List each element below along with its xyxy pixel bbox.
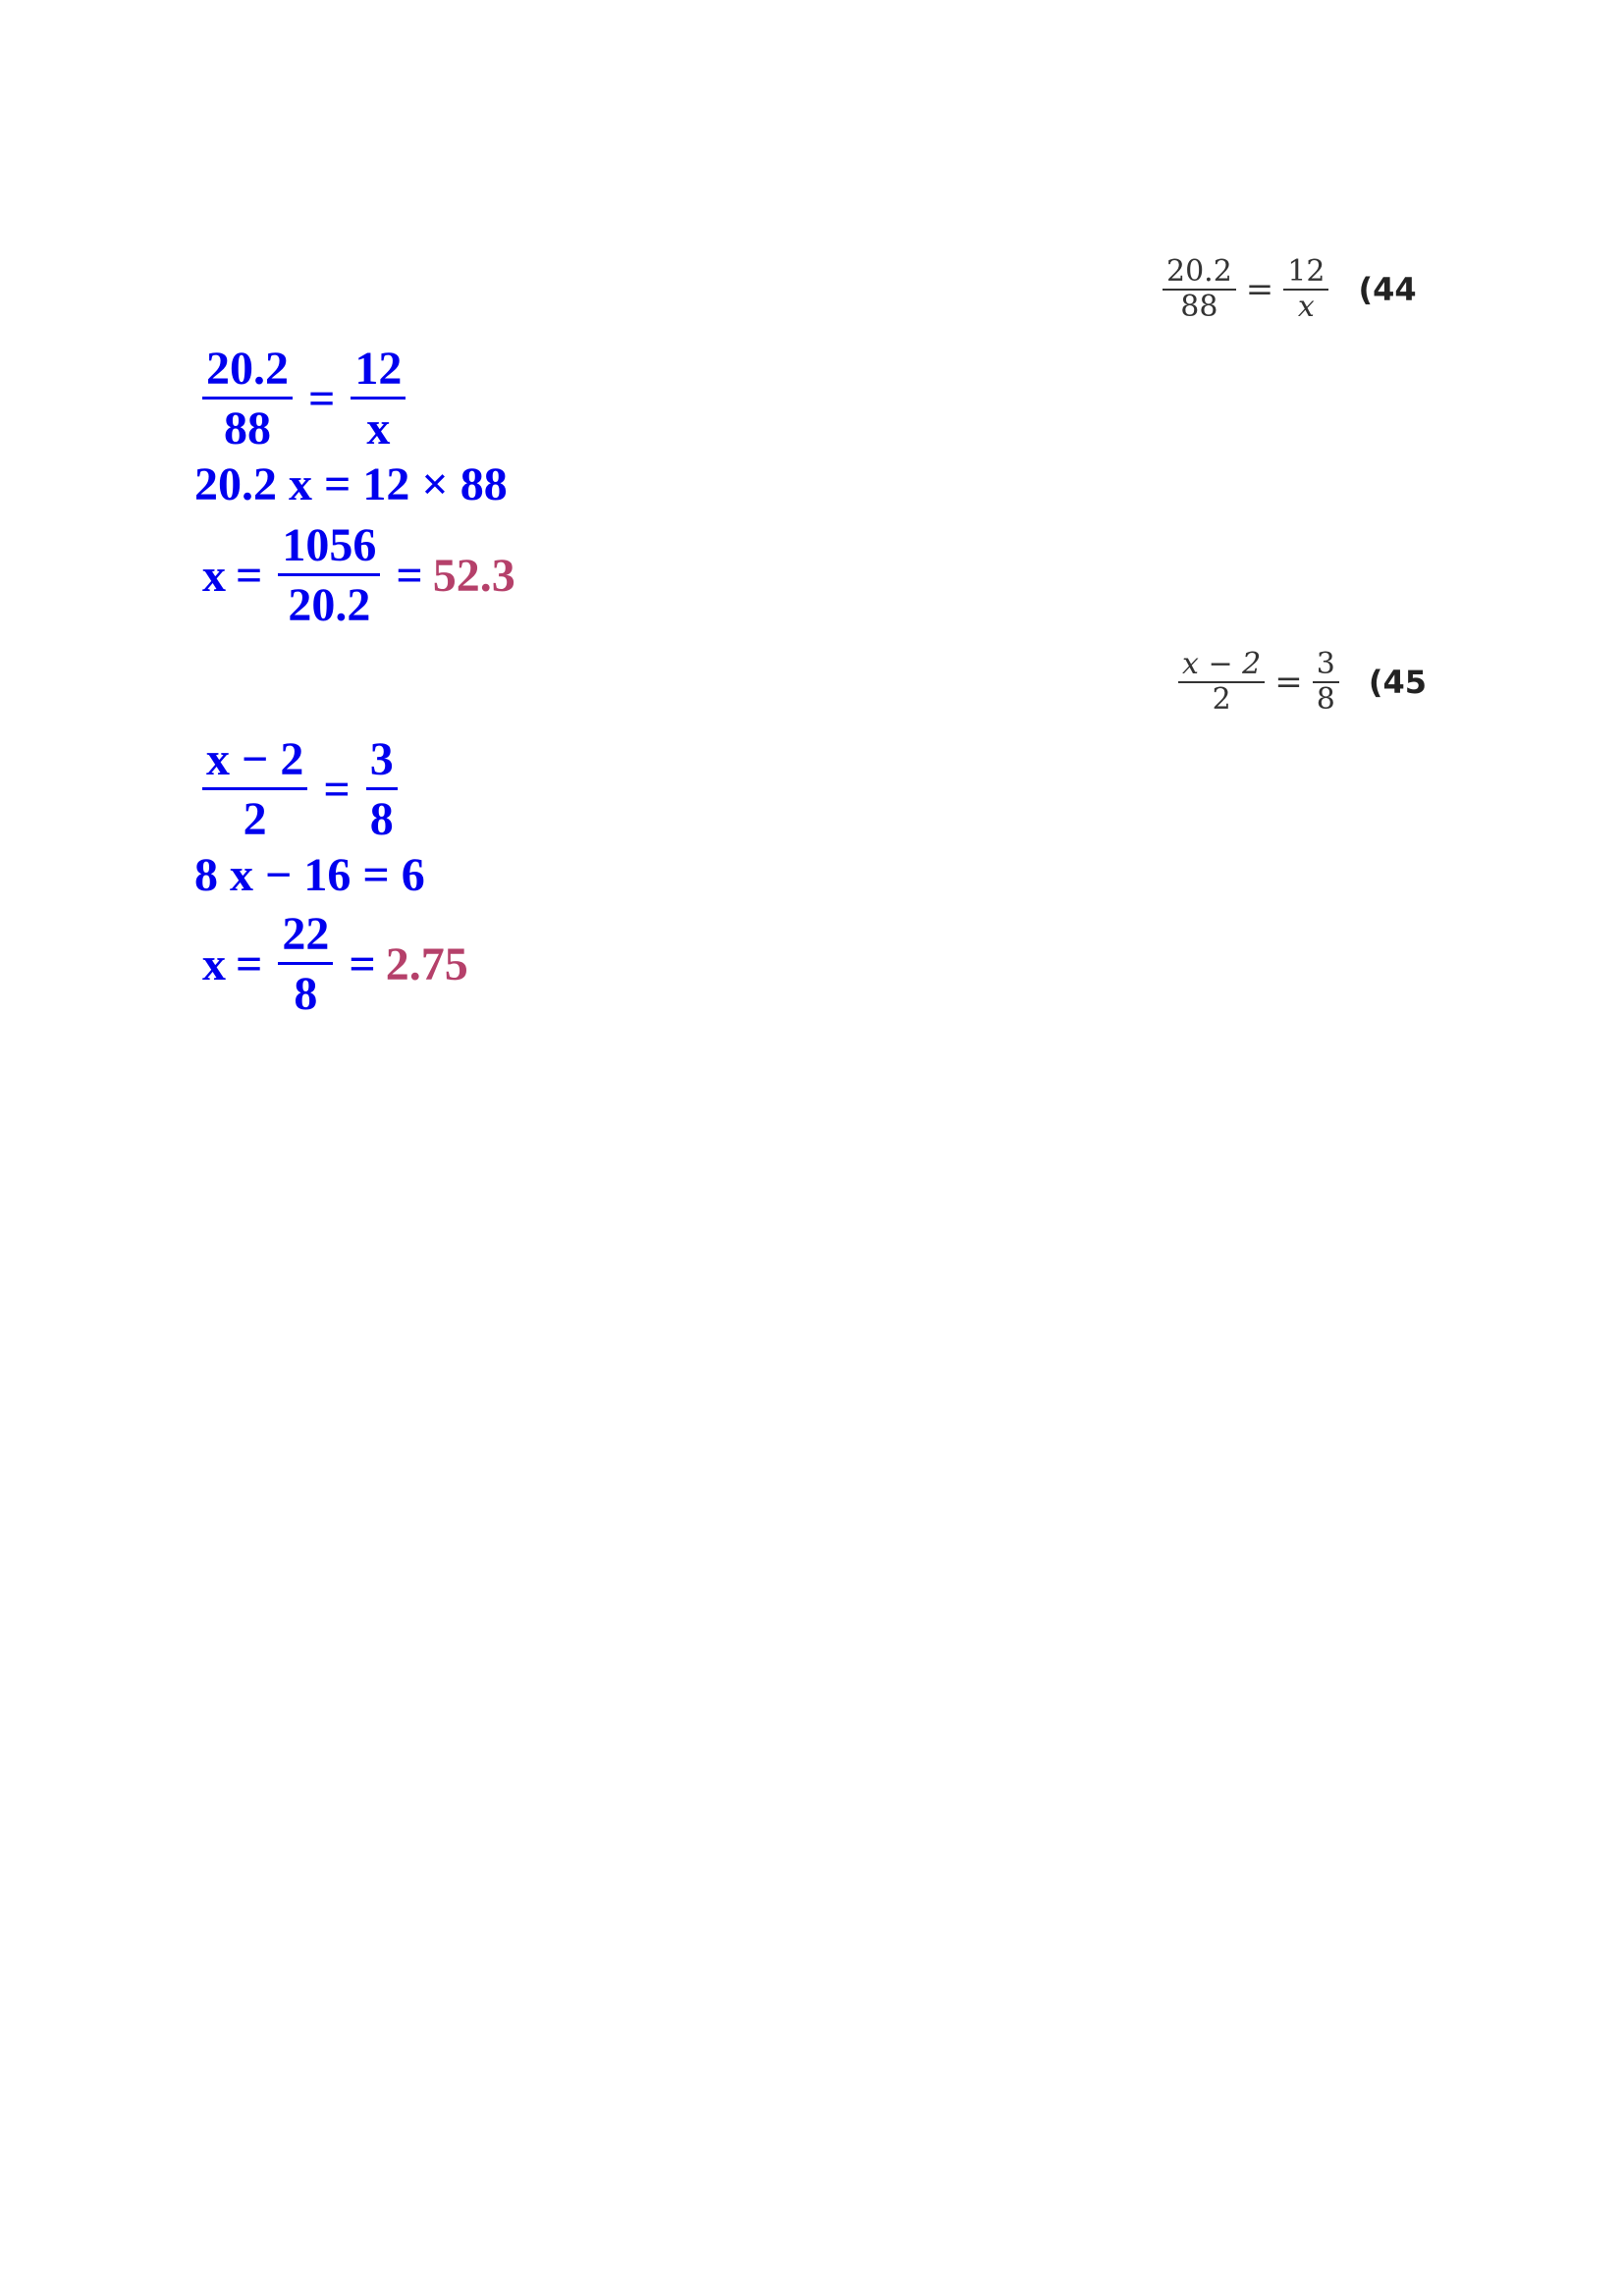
solution-44-step-2: [194, 457, 508, 511]
equals-sign: =: [323, 764, 351, 816]
step-fraction: [278, 519, 380, 631]
problem-44-rhs-fraction: [1283, 254, 1328, 324]
equals-sign: =: [396, 550, 423, 602]
step-fraction: [278, 908, 333, 1020]
step-rhs-fraction: [366, 733, 398, 845]
step-equation: 20.2 x = 12 × 88: [194, 458, 508, 510]
fraction-numerator: x − 2: [1178, 650, 1265, 683]
fraction-numerator: 20.2: [1163, 257, 1236, 291]
equals-sign: =: [308, 373, 336, 425]
equals-sign: =: [1245, 270, 1274, 309]
variable: x: [202, 938, 226, 990]
variable: x: [202, 550, 226, 602]
fraction-denominator: x: [1297, 290, 1315, 324]
equals-sign: =: [349, 938, 376, 990]
fraction-numerator: 3: [366, 736, 398, 790]
fraction-denominator: 20.2: [288, 579, 371, 631]
solution-45-step-2: [194, 848, 425, 902]
fraction-denominator: 2: [243, 793, 267, 845]
problem-45-lhs-fraction: [1178, 647, 1265, 717]
problem-number: (45: [1368, 664, 1427, 701]
solution-45-step-1: [196, 733, 404, 845]
solution-44-step-1: [196, 343, 411, 454]
problem-45-rhs-fraction: [1313, 647, 1339, 717]
step-equation: 8 x − 16 = 6: [194, 849, 425, 901]
problem-44-lhs-fraction: [1163, 254, 1236, 324]
fraction-denominator: 8: [1316, 682, 1335, 717]
problem-number: (44: [1358, 271, 1417, 308]
fraction-denominator: 88: [224, 402, 271, 454]
fraction-numerator: 22: [278, 911, 333, 965]
step-rhs-fraction: [351, 343, 406, 454]
equals-sign: =: [236, 938, 263, 990]
fraction-numerator: 12: [351, 346, 406, 400]
fraction-denominator: 2: [1212, 682, 1231, 717]
fraction-numerator: 3: [1313, 650, 1339, 683]
answer-value: 52.3: [432, 550, 515, 602]
step-lhs-fraction: [202, 733, 307, 845]
solution-45-step-3: [202, 908, 468, 1020]
problem-44: [1159, 254, 1417, 324]
fraction-denominator: x: [366, 402, 391, 454]
equals-sign: =: [236, 550, 263, 602]
fraction-denominator: 88: [1180, 290, 1218, 324]
problem-45: [1174, 647, 1427, 717]
fraction-numerator: 12: [1283, 257, 1328, 291]
fraction-numerator: x − 2: [202, 736, 307, 790]
fraction-numerator: 1056: [278, 522, 380, 576]
fraction-denominator: 8: [369, 793, 394, 845]
solution-44-step-3: [202, 519, 515, 631]
answer-value: 2.75: [385, 938, 468, 990]
step-lhs-fraction: [202, 343, 293, 454]
fraction-denominator: 8: [294, 968, 318, 1020]
equals-sign: =: [1274, 663, 1303, 702]
fraction-numerator: 20.2: [202, 346, 293, 400]
